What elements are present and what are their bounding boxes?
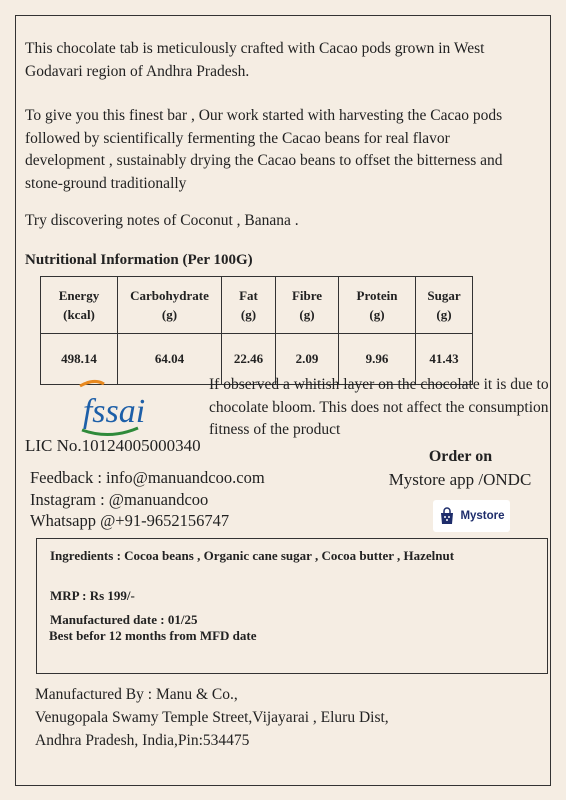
shopping-bag-icon bbox=[438, 507, 456, 525]
order-channel: Mystore app /ONDC bbox=[388, 470, 532, 489]
manufacturer-line: Andhra Pradesh, India,Pin:534475 bbox=[35, 732, 250, 749]
bloom-note: If observed a whitish layer on the chocolate it is due to chocolate bloom. This does not affect the consumption fitness of the product bbox=[209, 376, 549, 438]
nutrition-value-cell: 9.96 bbox=[339, 334, 416, 385]
instagram-handle: Instagram : @manuandcoo bbox=[30, 489, 209, 509]
manufacturer-line: Venugopala Swamy Temple Street,Vijayarai , Eluru Dist, bbox=[35, 709, 389, 726]
tasting-notes: Try discovering notes of Coconut , Banana . bbox=[25, 212, 299, 229]
fssai-logo-text: fssai bbox=[82, 393, 146, 430]
contact-block bbox=[30, 467, 265, 532]
mrp: MRP : Rs 199/- bbox=[50, 588, 135, 603]
nutrition-header-cell: Sugar (g) bbox=[416, 277, 473, 334]
origin-paragraph: This chocolate tab is meticulously crafted with Cacao pods grown in West Godavari region of Andhra Pradesh. bbox=[25, 40, 485, 80]
mystore-badge bbox=[433, 500, 510, 532]
nutrition-header-cell: Carbohydrate (g) bbox=[118, 277, 222, 334]
ingredients: Ingredients : Cocoa beans , Organic cane sugar , Cocoa butter , Hazelnut bbox=[50, 548, 455, 563]
process-paragraph: To give you this finest bar , Our work started with harvesting the Cacao pods followed by scientifically fermenting the Cacao beans for real flavor development , sustainably drying the Cacao beans to offset the bitterness and stone-ground traditionally bbox=[25, 107, 503, 192]
nutrition-table bbox=[40, 276, 473, 385]
mystore-label: Mystore bbox=[460, 510, 505, 522]
whatsapp-number: Whatsapp @+91-9652156747 bbox=[30, 511, 230, 530]
nutrition-value-cell: 64.04 bbox=[118, 334, 222, 385]
best-before: Best befor 12 months from MFD date bbox=[49, 628, 257, 643]
nutrition-header-cell: Fibre (g) bbox=[276, 277, 339, 334]
nutrition-header-cell: Energy (kcal) bbox=[41, 277, 118, 334]
nutrition-header-cell: Protein (g) bbox=[339, 277, 416, 334]
product-info-box bbox=[36, 538, 548, 674]
nutrition-title: Nutritional Information (Per 100G) bbox=[25, 252, 253, 268]
manufacturer-line: Manufactured By : Manu & Co., bbox=[35, 686, 238, 703]
manufactured-date: Manufactured date : 01/25 bbox=[50, 612, 198, 627]
license-number: LIC No.10124005000340 bbox=[25, 436, 201, 455]
fssai-logo bbox=[74, 378, 154, 438]
nutrition-value-cell: 498.14 bbox=[41, 334, 118, 385]
manufacturer-address bbox=[35, 683, 389, 752]
feedback-email: Feedback : info@manuandcoo.com bbox=[30, 468, 265, 487]
nutrition-value-cell: 41.43 bbox=[416, 334, 473, 385]
order-heading: Order on bbox=[428, 448, 493, 465]
nutrition-header-row bbox=[41, 277, 473, 334]
nutrition-value-cell: 2.09 bbox=[276, 334, 339, 385]
nutrition-value-cell: 22.46 bbox=[222, 334, 276, 385]
nutrition-header-cell: Fat (g) bbox=[222, 277, 276, 334]
